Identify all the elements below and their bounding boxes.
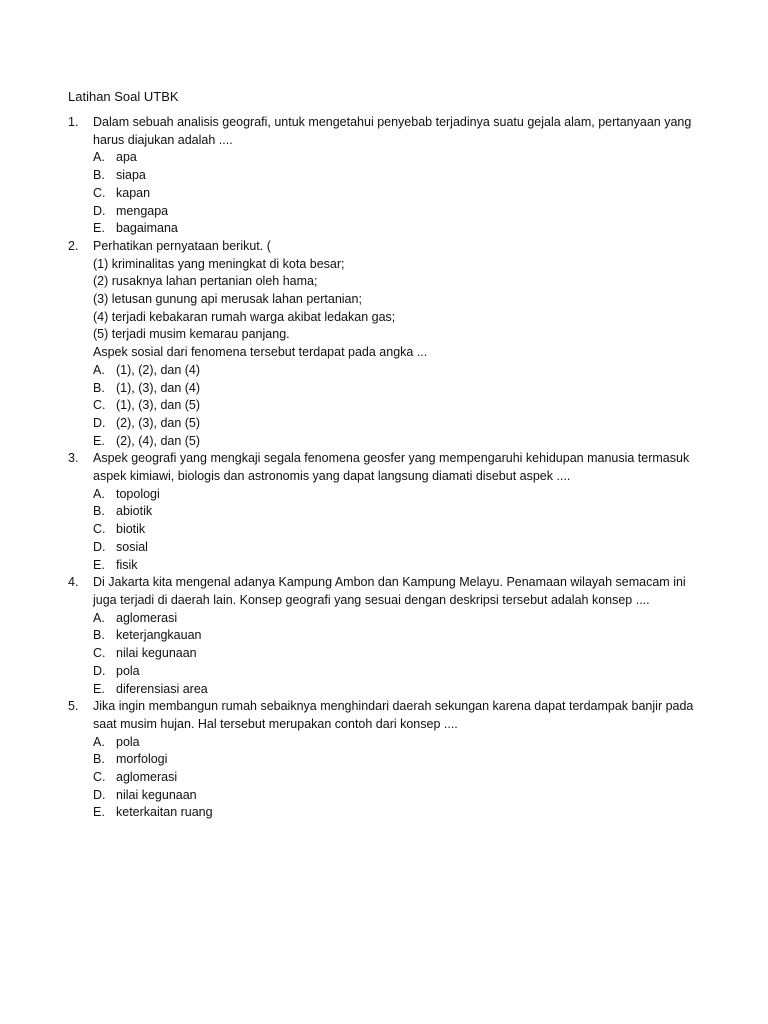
option-text: diferensiasi area	[116, 681, 208, 696]
question-text-line: (5) terjadi musim kemarau panjang.	[93, 327, 290, 342]
option-text: (2), (4), dan (5)	[116, 433, 201, 448]
option-letter: E.	[93, 681, 105, 696]
option-letter: B.	[93, 752, 105, 767]
question-text-line: saat musim hujan. Hal tersebut merupakan contoh dari konsep ....	[93, 716, 458, 731]
option-text: fisik	[116, 557, 138, 572]
question-text-line: Di Jakarta kita mengenal adanya Kampung Ambon dan Kampung Melayu. Penamaan wilayah semacam ini	[93, 575, 686, 590]
option-text: aglomerasi	[116, 770, 178, 785]
option-letter: D.	[93, 539, 106, 554]
question-number: 2.	[68, 238, 79, 253]
option-letter: C.	[93, 398, 106, 413]
question-list	[68, 114, 718, 822]
option-text: sosial	[116, 539, 148, 554]
question-text-line: Aspek sosial dari fenomena tersebut terdapat pada angka ...	[93, 345, 428, 360]
option-letter: A.	[93, 610, 105, 625]
option-letter: C.	[93, 770, 106, 785]
option-text: nilai kegunaan	[116, 787, 197, 802]
option-letter: C.	[93, 522, 106, 537]
answer-option	[93, 203, 718, 221]
option-text: kapan	[116, 185, 151, 200]
question-number: 3.	[68, 451, 79, 466]
option-text: aglomerasi	[116, 610, 178, 625]
question-text-line: juga terjadi di daerah lain. Konsep geografi yang sesuai dengan deskripsi tersebut adalah konsep ....	[93, 592, 650, 607]
answer-option	[93, 610, 718, 628]
answer-option	[93, 167, 718, 185]
answer-option	[93, 787, 718, 805]
question-item	[68, 574, 718, 698]
option-letter: D.	[93, 415, 106, 430]
option-letter: B.	[93, 380, 105, 395]
option-letter: E.	[93, 221, 105, 236]
question-text-line: aspek kimiawi, biologis dan astronomis yang dapat langsung diamati disebut aspek ....	[93, 469, 571, 484]
question-text-line: Dalam sebuah analisis geografi, untuk mengetahui penyebab terjadinya suatu gejala alam, pertanyaan yang	[93, 115, 692, 129]
answer-option	[93, 362, 718, 380]
answer-option	[93, 521, 718, 539]
answer-option	[93, 185, 718, 203]
option-text: (1), (2), dan (4)	[116, 362, 201, 377]
option-letter: E.	[93, 433, 105, 448]
answer-option	[93, 433, 718, 451]
question-number: 4.	[68, 575, 79, 590]
question-number: 5.	[68, 699, 79, 714]
answer-option	[93, 734, 718, 752]
question-text-line: (2) rusaknya lahan pertanian oleh hama;	[93, 274, 318, 289]
option-letter: A.	[93, 150, 105, 165]
question-item	[68, 698, 718, 822]
question-text-line: (4) terjadi kebakaran rumah warga akibat ledakan gas;	[93, 309, 396, 324]
answer-option	[93, 804, 718, 822]
option-letter: B.	[93, 168, 105, 183]
answer-option	[93, 220, 718, 238]
answer-option	[93, 627, 718, 645]
option-letter: B.	[93, 504, 105, 519]
question-item	[68, 114, 718, 238]
option-text: biotik	[116, 522, 146, 537]
answer-option	[93, 397, 718, 415]
option-letter: A.	[93, 362, 105, 377]
question-item	[68, 450, 718, 574]
answer-option	[93, 645, 718, 663]
question-text-line: Jika ingin membangun rumah sebaiknya menghindari daerah sekungan karena dapat terdampak banjir pada	[93, 699, 694, 714]
answer-option	[93, 769, 718, 787]
option-letter: D.	[93, 787, 106, 802]
answer-option	[93, 557, 718, 575]
answer-option	[93, 681, 718, 699]
option-letter: A.	[93, 734, 105, 749]
option-text: siapa	[116, 168, 146, 183]
option-text: morfologi	[116, 752, 168, 767]
option-text: mengapa	[116, 203, 169, 218]
option-text: (1), (3), dan (5)	[116, 398, 201, 413]
option-text: pola	[116, 734, 140, 749]
option-text: keterjangkauan	[116, 628, 202, 643]
option-text: (1), (3), dan (4)	[116, 380, 201, 395]
option-letter: C.	[93, 185, 106, 200]
option-text: pola	[116, 663, 140, 678]
option-letter: C.	[93, 646, 106, 661]
answer-option	[93, 663, 718, 681]
answer-option	[93, 503, 718, 521]
question-item	[68, 238, 718, 450]
question-text-line: (1) kriminalitas yang meningkat di kota besar;	[93, 256, 345, 271]
option-text: keterkaitan ruang	[116, 805, 213, 820]
option-text: abiotik	[116, 504, 153, 519]
question-text-line: Perhatikan pernyataan berikut. (	[93, 238, 271, 253]
option-text: bagaimana	[116, 221, 178, 236]
option-letter: B.	[93, 628, 105, 643]
question-text-line: Aspek geografi yang mengkaji segala fenomena geosfer yang mempengaruhi kehidupan manusia termasuk	[93, 451, 690, 466]
option-text: apa	[116, 150, 137, 165]
option-letter: E.	[93, 805, 105, 820]
answer-option	[93, 751, 718, 769]
option-letter: A.	[93, 486, 105, 501]
option-letter: D.	[93, 203, 106, 218]
question-text-line: (3) letusan gunung api merusak lahan pertanian;	[93, 292, 362, 307]
question-text-line: harus diajukan adalah ....	[93, 132, 233, 147]
question-number: 1.	[68, 115, 79, 129]
answer-option	[93, 415, 718, 433]
option-letter: E.	[93, 557, 105, 572]
document-title: Latihan Soal UTBK	[68, 89, 179, 104]
answer-option	[93, 539, 718, 557]
answer-option	[93, 486, 718, 504]
option-letter: D.	[93, 663, 106, 678]
answer-option	[93, 149, 718, 167]
answer-option	[93, 380, 718, 398]
option-text: topologi	[116, 486, 160, 501]
option-text: (2), (3), dan (5)	[116, 415, 201, 430]
option-text: nilai kegunaan	[116, 646, 197, 661]
